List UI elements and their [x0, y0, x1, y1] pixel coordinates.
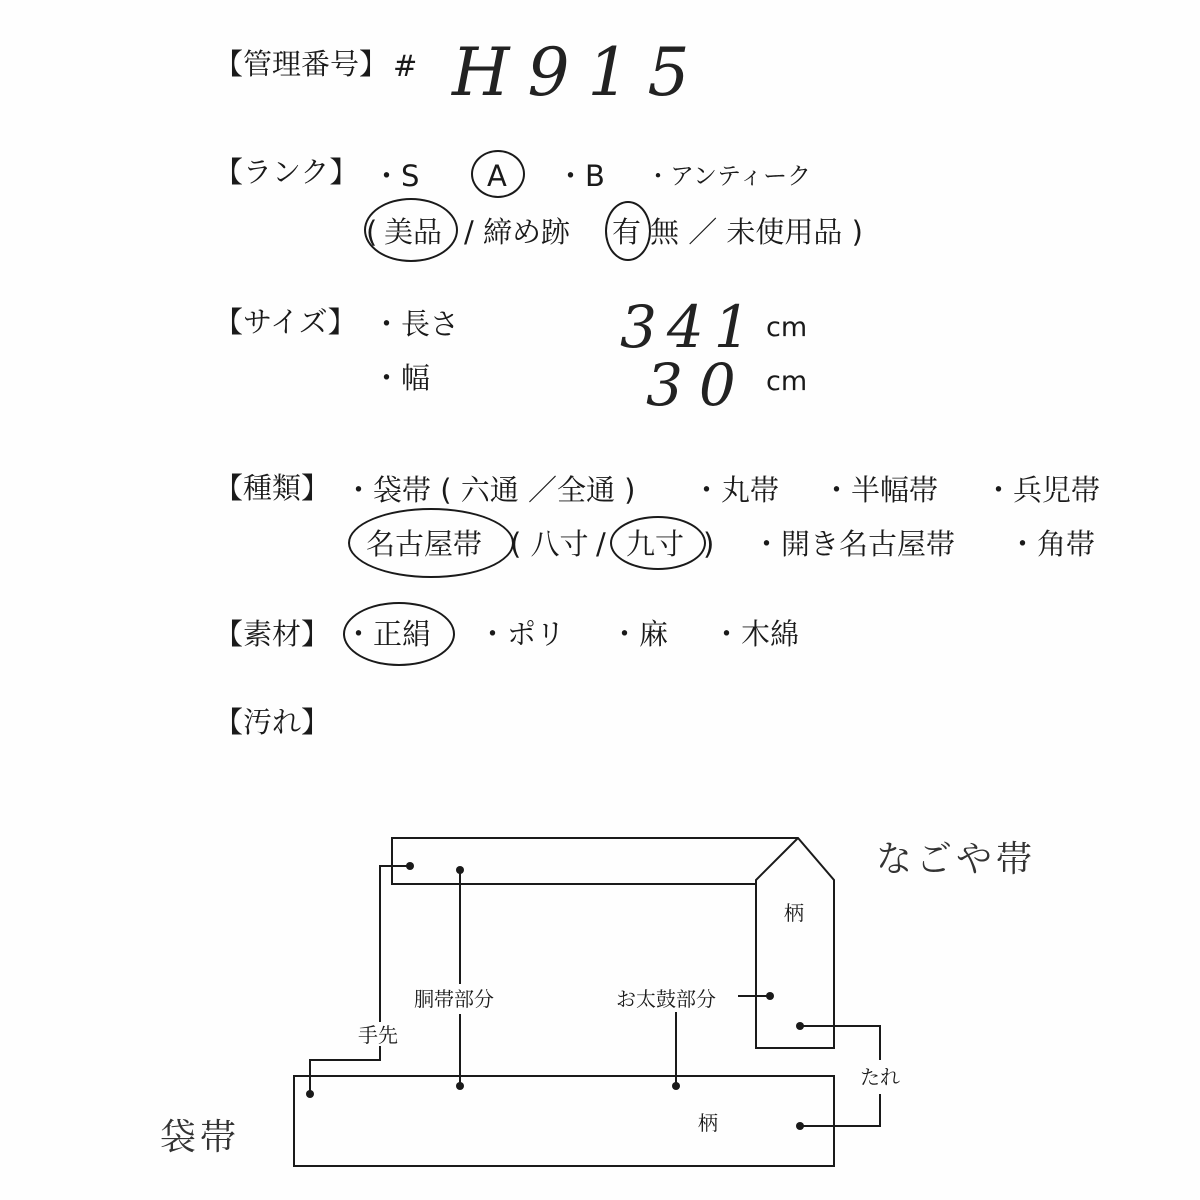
- rank-sub-shimeato: / 締め跡: [464, 215, 570, 249]
- length-unit: cm: [766, 312, 808, 343]
- type-nagoya: 名古屋帯: [366, 527, 483, 561]
- mgmt-label: 【管理番号】: [214, 47, 389, 81]
- size-label: 【サイズ】: [214, 305, 357, 339]
- rank-sub-rest: 無 ／ 未使用品 ): [650, 215, 863, 249]
- fukuro-obi-outline: [294, 1076, 834, 1166]
- rank-option-antique: ・アンティーク: [646, 162, 812, 190]
- tare-dot-top: [796, 1022, 804, 1030]
- pattern-top-label: 柄: [784, 901, 804, 925]
- width-unit: cm: [766, 366, 808, 397]
- length-value: 341: [620, 293, 761, 361]
- rank-sub-open: (: [366, 215, 378, 249]
- pattern-bottom-label: 柄: [698, 1111, 718, 1135]
- material-label: 【素材】: [214, 617, 331, 651]
- dobu-dot-bottom: [456, 1082, 464, 1090]
- otaiko-dot-top: [766, 992, 774, 1000]
- nagoya-obi-fold: [756, 838, 798, 884]
- tesaki-dot-bottom: [306, 1090, 314, 1098]
- width-value: 30: [646, 351, 752, 419]
- rank-label: 【ランク】: [214, 155, 359, 189]
- tare-label: たれ: [860, 1065, 900, 1089]
- fukuro-obi-title: 袋帯: [160, 1117, 241, 1158]
- otaiko-label: お太鼓部分: [616, 987, 716, 1011]
- material-cotton: ・木綿: [712, 617, 800, 651]
- otaiko-dot-bottom: [672, 1082, 680, 1090]
- type-fukuro: ・袋帯 ( 六通 ／全通 ): [344, 473, 636, 507]
- width-label: ・幅: [372, 361, 431, 395]
- dobu-dot-top: [456, 866, 464, 874]
- type-kyusun: 九寸: [626, 527, 685, 561]
- material-silk: ・正絹: [344, 617, 432, 651]
- type-slash: /: [596, 527, 606, 561]
- tesaki-label: 手先: [358, 1023, 398, 1047]
- material-poly: ・ポリ: [478, 617, 566, 651]
- tesaki-line: [310, 866, 410, 1094]
- type-hanhaba: ・半幅帯: [822, 473, 939, 507]
- type-hiraki: ・開き名古屋帯: [752, 527, 956, 561]
- mgmt-hash: #: [393, 49, 418, 83]
- type-heko: ・兵児帯: [984, 473, 1101, 507]
- length-label: ・長さ: [372, 307, 460, 341]
- rank-option-s: ・S: [372, 159, 420, 193]
- tare-dot-bottom: [796, 1122, 804, 1130]
- type-hassun: ( 八寸: [510, 527, 589, 561]
- type-maru: ・丸帯: [692, 473, 780, 507]
- material-asa: ・麻: [610, 617, 669, 651]
- type-kaku: ・角帯: [1008, 527, 1096, 561]
- rank-sub-bihin: 美品: [384, 215, 443, 249]
- mgmt-number: H915: [452, 34, 708, 111]
- type-label: 【種類】: [214, 471, 331, 505]
- nagoya-obi-title: なごや帯: [876, 839, 1037, 880]
- dobu-label: 胴帯部分: [414, 987, 494, 1011]
- rank-option-b: ・B: [556, 159, 605, 193]
- tesaki-dot-top: [406, 862, 414, 870]
- rank-option-a: A: [487, 159, 507, 193]
- rank-sub-ari: 有: [612, 215, 642, 249]
- type-close: ): [703, 527, 715, 561]
- stain-label: 【汚れ】: [214, 705, 331, 739]
